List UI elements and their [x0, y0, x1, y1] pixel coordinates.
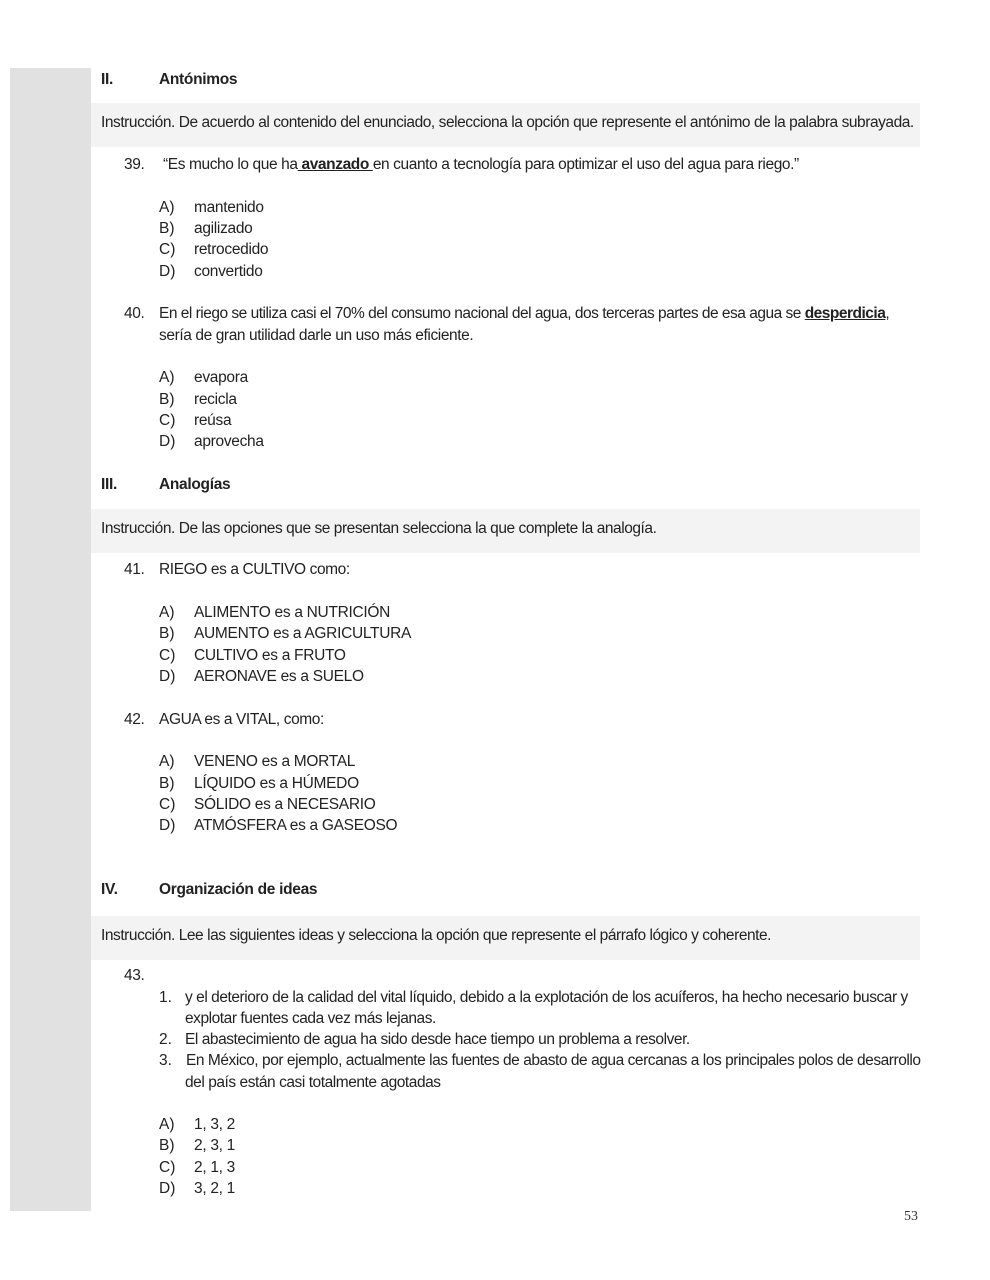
question-text-41: RIEGO es a CULTIVO como:: [159, 561, 350, 578]
question-text-40-line2: sería de gran utilidad darle un uso más eficiente.: [159, 327, 474, 344]
question-number-41: 41.: [124, 561, 145, 578]
option-letter: B): [159, 220, 175, 237]
instruction-box-analogias: [91, 509, 920, 553]
option-text: 2, 1, 3: [194, 1159, 235, 1176]
section-number-analogias: III.: [101, 476, 118, 493]
option-text: recicla: [194, 391, 237, 408]
option-text: AERONAVE es a SUELO: [194, 668, 364, 685]
question-text-42: AGUA es a VITAL, como:: [159, 711, 324, 728]
underlined-word: avanzado: [297, 156, 373, 173]
question-text-39: “Es mucho lo que ha avanzado en cuanto a tecnología para optimizar el uso del agua para riego.”: [163, 156, 799, 173]
instruction-text: Instrucción. De acuerdo al contenido del enunciado, selecciona la opción que represente el antónimo de la palabra subrayada.: [101, 114, 914, 131]
section-title-antonimos: Antónimos: [159, 71, 238, 88]
option-letter: D): [159, 1180, 176, 1197]
page-number: 53: [904, 1209, 918, 1224]
option-letter: D): [159, 433, 176, 450]
option-letter: B): [159, 1137, 175, 1154]
option-text: convertido: [194, 263, 263, 280]
instruction-text: Instrucción. Lee las siguientes ideas y selecciona la opción que represente el párrafo lógico y coherente.: [101, 927, 772, 944]
question-number-40: 40.: [124, 305, 145, 322]
section-number-organizacion: IV.: [101, 881, 118, 898]
option-text: retrocedido: [194, 241, 269, 258]
idea-number: 1.: [159, 989, 172, 1006]
section-number-antonimos: II.: [101, 71, 114, 88]
option-letter: A): [159, 199, 175, 216]
idea-text: El abastecimiento de agua ha sido desde hace tiempo un problema a resolver.: [185, 1031, 690, 1048]
option-text: reúsa: [194, 412, 232, 429]
question-number-42: 42.: [124, 711, 145, 728]
instruction-box-antonimos: [91, 103, 920, 147]
instruction-text: Instrucción. De las opciones que se presentan selecciona la que complete la analogía.: [101, 520, 657, 537]
option-text: CULTIVO es a FRUTO: [194, 647, 346, 664]
idea-number: 2.: [159, 1031, 172, 1048]
option-text: AUMENTO es a AGRICULTURA: [194, 625, 412, 642]
option-letter: C): [159, 1159, 176, 1176]
question-number-39: 39.: [124, 156, 145, 173]
question-number-43: 43.: [124, 967, 145, 984]
option-text: evapora: [194, 369, 248, 386]
option-text: 1, 3, 2: [194, 1116, 235, 1133]
option-letter: C): [159, 796, 176, 813]
option-letter: C): [159, 241, 176, 258]
option-text: agilizado: [194, 220, 253, 237]
option-letter: A): [159, 1116, 175, 1133]
option-letter: D): [159, 668, 176, 685]
section-title-organizacion: Organización de ideas: [159, 881, 318, 898]
section-title-analogias: Analogías: [159, 476, 231, 493]
option-letter: A): [159, 369, 175, 386]
option-letter: A): [159, 753, 175, 770]
option-text: LÍQUIDO es a HÚMEDO: [194, 775, 359, 792]
option-letter: B): [159, 391, 175, 408]
left-margin-bar: [10, 68, 91, 1211]
option-text: SÓLIDO es a NECESARIO: [194, 796, 376, 813]
idea-text-cont: explotar fuentes cada vez más lejanas.: [185, 1010, 436, 1027]
option-text: aprovecha: [194, 433, 264, 450]
option-text: mantenido: [194, 199, 264, 216]
option-letter: B): [159, 625, 175, 642]
question-text-40: En el riego se utiliza casi el 70% del consumo nacional del agua, dos terceras partes de esa agua se desperdicia,: [159, 305, 890, 322]
option-letter: C): [159, 412, 176, 429]
idea-number: 3.: [159, 1052, 172, 1069]
underlined-word: desperdicia: [804, 305, 886, 322]
option-text: 3, 2, 1: [194, 1180, 235, 1197]
idea-text: y el deterioro de la calidad del vital líquido, debido a la explotación de los acuíferos, ha hecho necesario buscar y: [185, 989, 908, 1006]
idea-text: En México, por ejemplo, actualmente las fuentes de abasto de agua cercanas a los principales polos de desarrollo: [186, 1052, 921, 1069]
option-letter: D): [159, 263, 176, 280]
option-letter: A): [159, 604, 175, 621]
option-letter: D): [159, 817, 176, 834]
option-text: VENENO es a MORTAL: [194, 753, 356, 770]
option-letter: B): [159, 775, 175, 792]
option-text: ALIMENTO es a NUTRICIÓN: [194, 604, 391, 621]
idea-text-cont: del país están casi totalmente agotadas: [185, 1074, 441, 1091]
instruction-box-organizacion: [91, 916, 920, 960]
option-text: 2, 3, 1: [194, 1137, 235, 1154]
option-letter: C): [159, 647, 176, 664]
option-text: ATMÓSFERA es a GASEOSO: [194, 817, 398, 834]
